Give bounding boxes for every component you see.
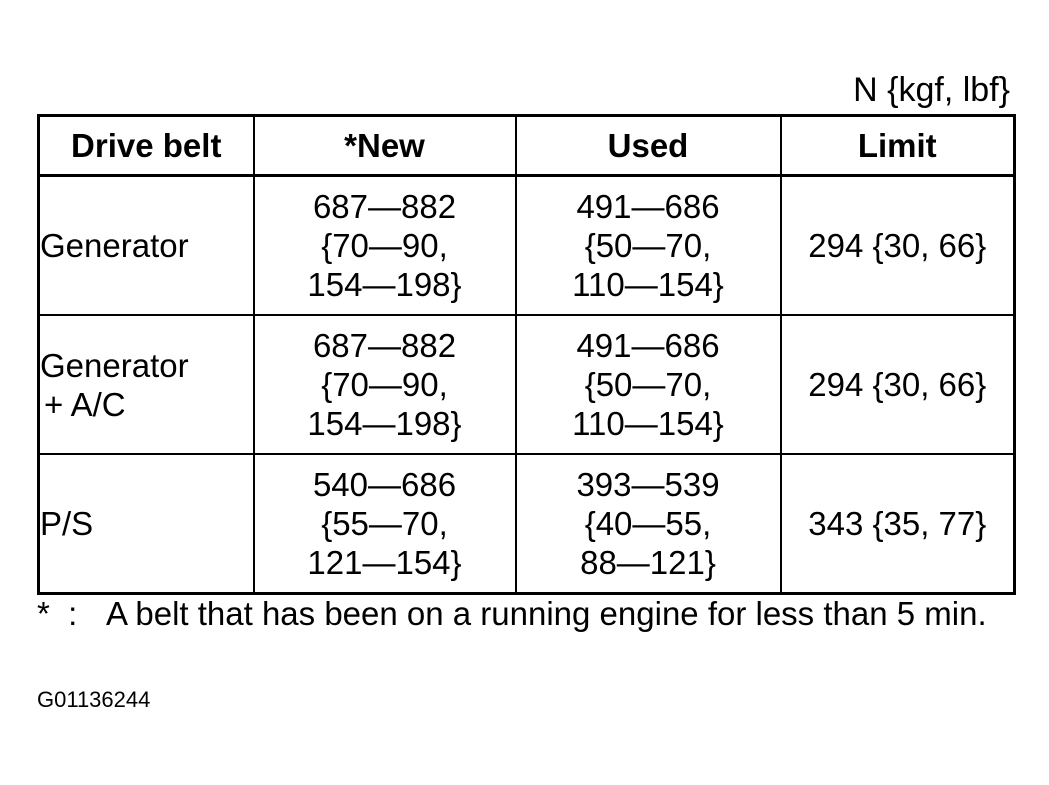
table-row-power-steering [39,454,1015,594]
limit-tension-value: 294 {30, 66} [808,227,987,264]
new-tension-n: 540—686 [312,466,457,503]
units-label: N {kgf, lbf} [853,71,1010,109]
used-tension-lbf: 110—154} [572,405,724,442]
figure-id: G01136244 [37,687,151,712]
drive-belt-name: P/S [40,505,94,542]
used-tension-lbf: 110—154} [572,266,724,303]
table-row-generator [39,176,1015,316]
used-tension-kgf: {50—70, [584,366,712,403]
limit-tension-value: 294 {30, 66} [808,366,987,403]
new-tension-cell [254,315,516,454]
footnote-text: A belt that has been on a running engine for less than 5 min. [106,595,987,632]
drive-belt-name: Generator [40,227,189,264]
used-tension-kgf: {50—70, [584,227,712,264]
used-tension-lbf: 88—121} [580,544,716,581]
column-header-new: *New [254,116,516,176]
new-tension-n: 687—882 [312,327,457,364]
limit-tension-cell [781,454,1015,594]
new-tension-lbf: 154—198} [307,266,462,303]
drive-belt-name-suffix: + A/C [44,385,126,423]
limit-tension-cell [781,176,1015,316]
new-tension-lbf: 154—198} [307,405,462,442]
new-tension-cell [254,454,516,594]
new-tension-lbf: 121—154} [307,544,462,581]
belt-tension-table [37,114,1016,595]
limit-tension-value: 343 {35, 77} [808,505,987,542]
used-tension-cell [516,176,781,316]
column-header-drive-belt: Drive belt [39,116,254,176]
footnote-marker: * : [37,595,78,632]
table-header-row [39,116,1015,176]
drive-belt-name: Generator [40,346,189,384]
drive-belt-cell [39,176,254,316]
new-tension-kgf: {70—90, [321,366,448,403]
column-header-limit: Limit [781,116,1015,176]
limit-tension-cell [781,315,1015,454]
used-tension-n: 491—686 [576,188,720,225]
used-tension-cell [516,315,781,454]
new-tension-n: 687—882 [312,188,457,225]
used-tension-kgf: {40—55, [584,505,712,542]
new-tension-kgf: {70—90, [321,227,448,264]
used-tension-n: 491—686 [576,327,720,364]
used-tension-cell [516,454,781,594]
table-row-generator-ac [39,315,1015,454]
column-header-used: Used [516,116,781,176]
new-tension-kgf: {55—70, [321,505,448,542]
drive-belt-cell [39,315,254,454]
used-tension-n: 393—539 [576,466,720,503]
new-tension-cell [254,176,516,316]
drive-belt-cell [39,454,254,594]
